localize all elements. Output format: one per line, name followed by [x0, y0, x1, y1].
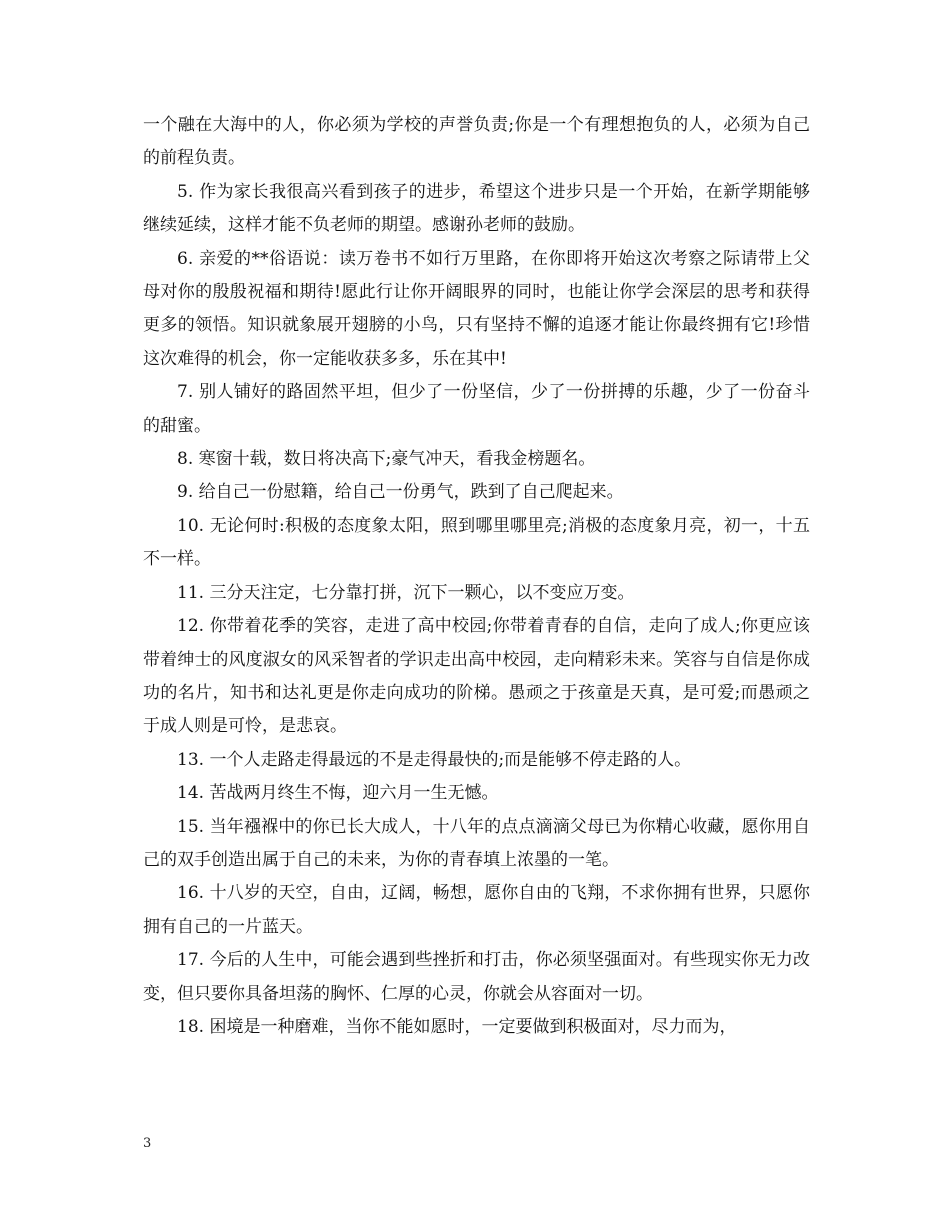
page-number: 3: [143, 1136, 152, 1151]
paragraph-item-5: 5. 作为家长我很高兴看到孩子的进步，希望这个进步只是一个开始，在新学期能够继续延续，这样才能不负老师的期望。感谢孙老师的鼓励。: [143, 181, 810, 236]
paragraph-item-10: 10. 无论何时:积极的态度象太阳，照到哪里哪里亮;消极的态度象月亮，初一，十五不一样。: [143, 515, 810, 570]
paragraph-item-6: 6. 亲爱的**俗语说：读万卷书不如行万里路，在你即将开始这次考察之际请带上父母对你的殷殷祝福和期待!愿此行让你开阔眼界的同时，也能让你学会深层的思考和获得更多的领悟。知识就象展开翅膀的小鸟，只有坚持不懈的追逐才能让你最终拥有它!珍惜这次难得的机会，你一定能收获多多，乐在其中!: [143, 248, 810, 369]
body-text: [143, 109, 810, 1044]
paragraph-continued: 一个融在大海中的人，你必须为学校的声誉负责;你是一个有理想抱负的人，必须为自己的前程负责。: [143, 115, 810, 169]
paragraph-item-18: 18. 困境是一种磨难，当你不能如愿时，一定要做到积极面对，尽力而为，: [177, 1016, 737, 1037]
paragraph-item-11: 11. 三分天注定，七分靠打拼，沉下一颗心，以不变应万变。: [177, 582, 635, 603]
paragraph-item-16: 16. 十八岁的天空，自由，辽阔，畅想，愿你自由的飞翔，不求你拥有世界，只愿你拥有自己的一片蓝天。: [143, 883, 810, 937]
paragraph-item-17: 17. 今后的人生中，可能会遇到些挫折和打击，你必须坚强面对。有些现实你无力改变，但只要你具备坦荡的胸怀、仁厚的心灵，你就会从容面对一切。: [143, 950, 810, 1004]
paragraph-item-8: 8. 寒窗十载，数日将决高下;豪气冲天，看我金榜题名。: [177, 449, 596, 470]
paragraph-item-9: 9. 给自己一份慰籍，给自己一份勇气，跌到了自己爬起来。: [177, 482, 624, 503]
paragraph-item-14: 14. 苦战两月终生不悔，迎六月一生无憾。: [177, 783, 499, 804]
paragraph-item-13: 13. 一个人走路走得最远的不是走得最快的;而是能够不停走路的人。: [177, 749, 692, 770]
paragraph-item-7: 7. 别人铺好的路固然平坦，但少了一份坚信，少了一份拼搏的乐趣，少了一份奋斗的甜蜜。: [143, 382, 810, 436]
paragraph-item-15: 15. 当年襁褓中的你已长大成人，十八年的点点滴滴父母已为你精心收藏，愿你用自己的双手创造出属于自己的未来，为你的青春填上浓墨的一笔。: [143, 816, 810, 870]
paragraph-item-12: 12. 你带着花季的笑容，走进了高中校园;你带着青春的自信，走向了成人;你更应该带着绅士的风度淑女的风采智者的学识走出高中校园，走向精彩未来。笑容与自信是你成功的名片，知书和达礼更是你走向成功的阶梯。愚顽之于孩童是天真，是可爱;而愚顽之于成人则是可怜，是悲哀。: [143, 616, 810, 737]
